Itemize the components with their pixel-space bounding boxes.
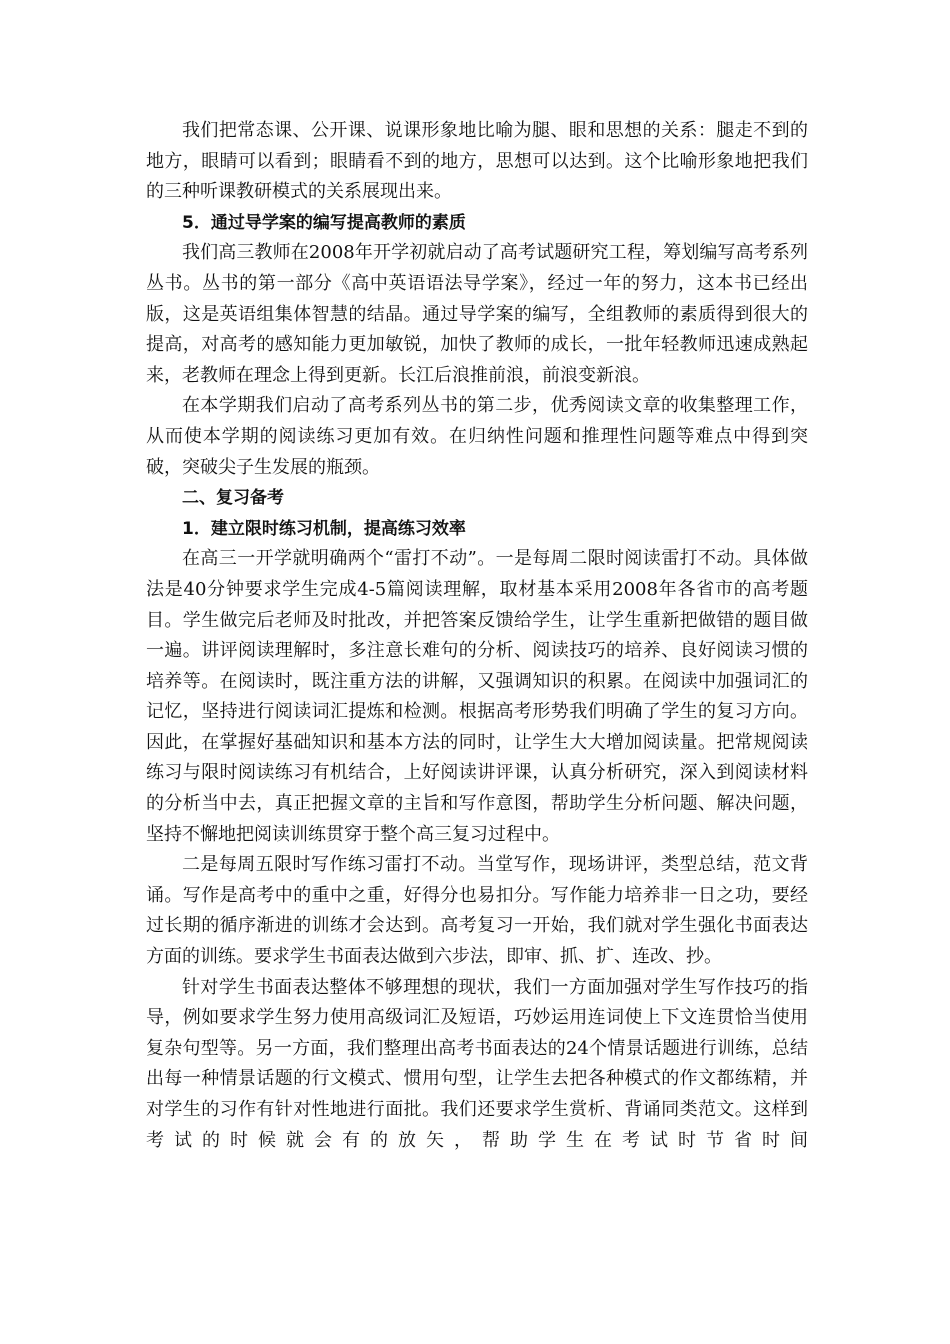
paragraph-writing-guidance: 针对学生书面表达整体不够理想的现状，我们一方面加强对学生写作技巧的指导，例如要求学生努力使用高级词汇及短语，巧妙运用连词使上下文连贯恰当使用复杂句型等。另一方面，我们整理出高考书面表达的24个情景话题进行训练，总结出每一种情景话题的行文模式、惯用句型，让学生去把各种模式的作文都练精，并对学生的习作有针对性地进行面批。我们还要求学生赏析、背诵同类范文。这样到考试的时候就会有的放矢，帮助学生在考试时节省时间: [146, 976, 808, 1151]
paragraph-timed-writing: 二是每周五限时写作练习雷打不动。当堂写作，现场讲评，类型总结，范文背诵。写作是高考中的重中之重，好得分也易扣分。写作能力培养非一日之功，要经过长期的循序渐进的训练才会达到。高考复习一开始，我们就对学生强化书面表达方面的训练。要求学生书面表达做到六步法，即审、抓、扩、连改、抄。: [146, 854, 808, 968]
section-heading-review: 二、复习备考: [182, 488, 284, 509]
paragraph-reading-series: 在本学期我们启动了高考系列丛书的第二步，优秀阅读文章的收集整理工作，从而使本学期的阅读练习更加有效。在归纳性问题和推理性问题等难点中得到突破，突破尖子生发展的瓶颈。: [146, 395, 808, 478]
paragraph-timed-reading: 在高三一开学就明确两个“雷打不动”。一是每周二限时阅读雷打不动。具体做法是40分钟要求学生完成4-5篇阅读理解，取材基本采用2008年各省市的高考题目。学生做完后老师及时批改，并把答案反馈给学生，让学生重新把做错的题目做一遍。讲评阅读理解时，多注意长难句的分析、阅读技巧的培养、良好阅读习惯的培养等。在阅读时，既注重方法的讲解，又强调知识的积累。在阅读中加强词汇的记忆，坚持进行阅读词汇提炼和检测。根据高考形势我们明确了学生的复习方向。因此，在掌握好基础知识和基本方法的同时，让学生大大增加阅读量。把常规阅读练习与限时阅读练习有机结合，上好阅读讲评课，认真分析研究，深入到阅读材料的分析当中去，真正把握文章的主旨和写作意图，帮助学生分析问题、解决问题，坚持不懈地把阅读训练贯穿于整个高三复习过程中。: [146, 548, 808, 845]
section-heading-1: 1．建立限时练习机制，提高练习效率: [182, 518, 466, 539]
document-page: [146, 116, 808, 1156]
paragraph-guide-compilation: 我们高三教师在2008年开学初就启动了高考试题研究工程，筹划编写高考系列丛书。丛书的第一部分《高中英语语法导学案》，经过一年的努力，这本书已经出版，这是英语组集体智慧的结晶。通过导学案的编写，全组教师的素质得到很大的提高，对高考的感知能力更加敏锐，加快了教师的成长，一批年轻教师迅速成熟起来，老教师在理念上得到更新。长江后浪推前浪，前浪变新浪。: [146, 242, 808, 386]
paragraph-analogy: 我们把常态课、公开课、说课形象地比喻为腿、眼和思想的关系：腿走不到的地方，眼睛可以看到；眼睛看不到的地方，思想可以达到。这个比喻形象地把我们的三种听课教研模式的关系展现出来。: [146, 120, 808, 203]
section-heading-5: 5．通过导学案的编写提高教师的素质: [182, 212, 466, 233]
